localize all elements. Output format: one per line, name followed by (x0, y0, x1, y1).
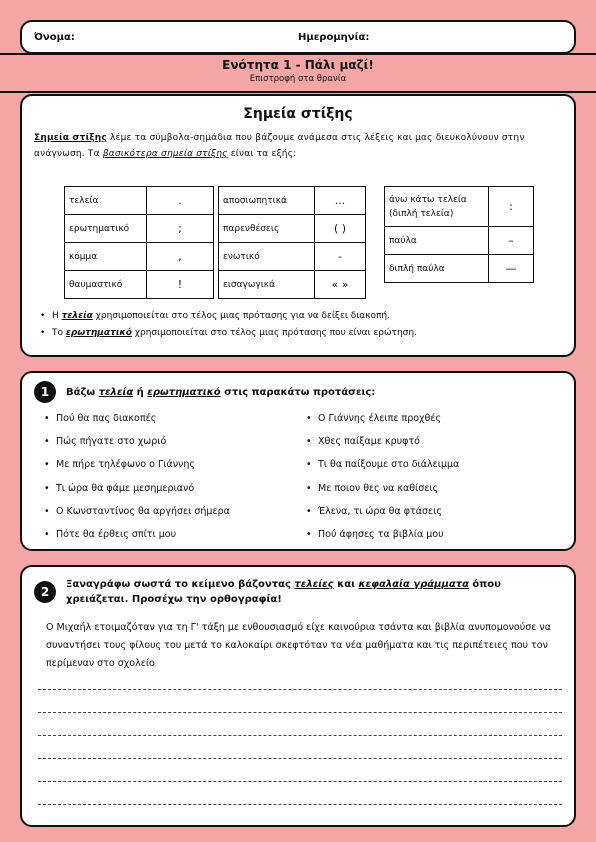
table-row (65, 187, 214, 215)
intro-text-1: λέμε τα σύμβολα-σημάδια που βάζουμε ανάμεσα στις λέξεις και μας διευκολύνουν στην ανάγνωση. Τα (34, 133, 525, 159)
bullet-text: χρησιμοποιείται στο τέλος μιας πρότασης για να δείξει διακοπή. (92, 311, 390, 321)
intro-term-2: βασικότερα σημεία στίξης (102, 149, 228, 159)
date-label: Ημερομηνία: (298, 32, 370, 43)
table-row (385, 187, 534, 227)
instr-text: στις παρακάτω προτάσεις: (220, 387, 376, 398)
table-row (65, 271, 214, 299)
theory-card (20, 94, 576, 357)
sentence-item[interactable]: • Με ποιον θες να καθίσεις (318, 483, 438, 494)
table-row (65, 215, 214, 243)
unit-title: Ενότητα 1 - Πάλι μαζί! (222, 58, 374, 72)
bullet-text: χρησιμοποιείται στο τέλος μιας πρότασης που είναι ερώτηση. (131, 328, 417, 338)
instr-text: ή (133, 387, 148, 398)
table-row (219, 243, 366, 271)
table-cell: « » (315, 271, 366, 299)
punctuation-table-1 (64, 186, 214, 299)
writing-line[interactable] (38, 804, 562, 805)
sentence-item[interactable]: • Ο Κωνσταντίνος θα αργήσει σήμερα (56, 506, 230, 517)
header-card (20, 20, 576, 54)
sentence-item[interactable]: • Χθες παίξαμε κρυφτό (318, 436, 420, 447)
table-cell: θαυμαστικό (65, 271, 147, 299)
table-cell: παρενθέσεις (219, 215, 315, 243)
table-cell: ; (147, 215, 214, 243)
theory-intro (22, 122, 574, 162)
table-row (65, 243, 214, 271)
table-row (219, 187, 366, 215)
exercise-1-instruction (66, 385, 375, 400)
exercise-number-badge: 1 (34, 381, 56, 403)
theory-bullet (52, 311, 390, 321)
intro-text-2: είναι τα εξής: (227, 149, 297, 159)
sentence-item[interactable]: • Πότε θα έρθεις σπίτι μου (56, 529, 176, 540)
table-cell: αποσιωπητικά (219, 187, 315, 215)
sentence-item[interactable]: • Τι ώρα θα φάμε μεσημεριανό (56, 483, 194, 494)
table-cell: - (315, 243, 366, 271)
table-cell: ( ) (315, 215, 366, 243)
writing-line[interactable] (38, 689, 562, 690)
instr-text: χρειάζεται. Προσέχω την ορθογραφία! (66, 594, 282, 605)
table-row (219, 215, 366, 243)
table-cell: ερωτηματικό (65, 215, 147, 243)
exercise-2-text: Ο Μιχαήλ ετοιμαζόταν για τη Γ' τάξη με ενθουσιασμό είχε καινούρια τσάντα και βιβλία ανυπομονούσε να συναντήσει τους φίλους του μετά το καλοκαίρι σκεφτόταν τα νέα μαθήματα και τις περιπέτειες που τον περίμεναν στο σχολείο (46, 622, 551, 669)
table-cell: άνω κάτω τελεία (διπλή τελεία) (385, 187, 489, 227)
sentence-item[interactable]: • Τι θα παίξουμε στο διάλειμμα (318, 459, 459, 470)
instr-term: κεφαλαία γράμματα (358, 579, 469, 590)
exercise-number-badge: 2 (34, 581, 56, 603)
instr-text: Ξαναγράφω σωστά το κείμενο βάζοντας (66, 579, 295, 590)
sentence-item[interactable]: • Ο Γιάννης έλειπε προχθές (318, 413, 441, 424)
sentence-item[interactable]: • Με πήρε τηλέφωνο ο Γιάννης (56, 459, 195, 470)
writing-line[interactable] (38, 758, 562, 759)
theory-bullet (52, 328, 417, 338)
instr-term: τελεία (98, 387, 134, 398)
table-row (385, 227, 534, 255)
table-cell: – (489, 227, 534, 255)
table-cell: ! (147, 271, 214, 299)
instr-term: ερωτηματικό (147, 387, 221, 398)
sentence-item[interactable]: • Πού άφησες τα βιβλία μου (318, 529, 444, 540)
table-cell: παύλα (385, 227, 489, 255)
sentence-item[interactable]: • Πώς πήγατε στο χωριό (56, 436, 166, 447)
sentence-item[interactable]: • Πού θα πας διακοπές (56, 413, 156, 424)
instr-text: Βάζω (66, 387, 99, 398)
unit-subtitle: Επιστροφή στα θρανία (249, 74, 347, 84)
theory-title: Σημεία στίξης (243, 106, 353, 122)
punctuation-table-3 (384, 186, 534, 283)
title-band (0, 53, 596, 93)
table-cell: κόμμα (65, 243, 147, 271)
table-cell: — (489, 255, 534, 283)
exercise-2-card (20, 565, 576, 827)
instr-term: τελείες (294, 579, 334, 590)
name-label: Όνομα: (34, 32, 75, 43)
punctuation-table-2 (218, 186, 366, 299)
instr-text: και (333, 579, 359, 590)
table-cell: τελεία (65, 187, 147, 215)
table-cell: ενωτικό (219, 243, 315, 271)
writing-line[interactable] (38, 781, 562, 782)
bullet-term: ερωτηματικό (65, 328, 132, 338)
table-cell: , (147, 243, 214, 271)
table-row (385, 255, 534, 283)
table-row (219, 271, 366, 299)
table-cell: . (147, 187, 214, 215)
exercise-2-instruction (66, 577, 566, 607)
bullet-text: Το (52, 328, 66, 338)
writing-line[interactable] (38, 712, 562, 713)
bullet-term: τελεία (61, 311, 93, 321)
sentence-item[interactable]: • Έλενα, τι ώρα θα φτάσεις (318, 506, 442, 517)
intro-term: Σημεία στίξης (34, 133, 107, 143)
table-cell: ... (315, 187, 366, 215)
table-cell: εισαγωγικά (219, 271, 315, 299)
exercise-1-card (20, 371, 576, 551)
bullet-text: Η (52, 311, 62, 321)
writing-line[interactable] (38, 735, 562, 736)
table-cell: : (489, 187, 534, 227)
instr-text: όπου (468, 579, 501, 590)
table-cell: διπλή παύλα (385, 255, 489, 283)
